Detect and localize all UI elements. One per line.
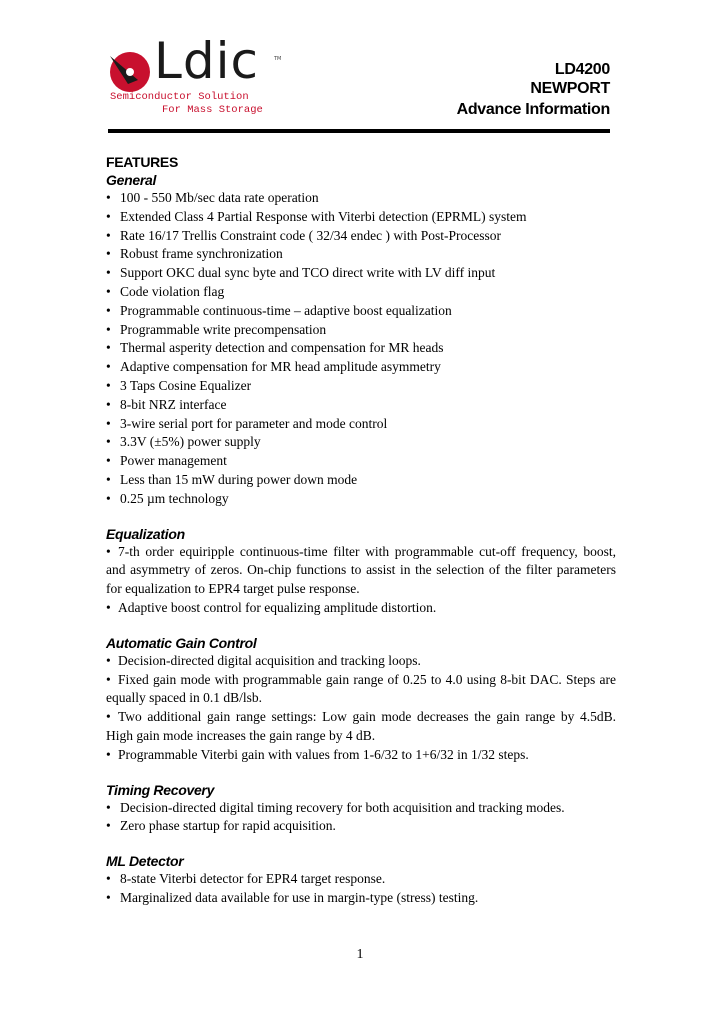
logo-wordmark: Ldic	[154, 32, 259, 90]
list-item: • Thermal asperity detection and compensation for MR heads	[106, 339, 616, 358]
ml-feature-list	[106, 870, 616, 908]
logo-tagline-2: For Mass Storage	[162, 104, 263, 116]
section-title-equalization: Equalization	[106, 525, 185, 542]
list-item: • Programmable write precompensation	[106, 321, 616, 340]
document-body	[106, 154, 616, 908]
agc-text-2: • Fixed gain mode with programmable gain range of 0.25 to 4.0 using 8-bit DAC. Steps are equally spaced in 0.1 dB/lsb.	[106, 672, 616, 706]
equalization-text-1: • 7-th order equiripple continuous-time filter with programmable cut-off frequency, boost, and asymmetry of zeros. On-chip functions to assist in the selection of the filter parameters for equalization to EPR4 target pulse response.	[106, 544, 616, 597]
list-item: • Less than 15 mW during power down mode	[106, 471, 616, 490]
equalization-paragraph-2	[106, 599, 616, 618]
logo-trademark: TM	[274, 56, 282, 62]
section-title-timing: Timing Recovery	[106, 781, 215, 798]
logo-tagline-1: Semiconductor Solution	[110, 91, 249, 103]
company-logo	[108, 32, 298, 120]
list-item: • 3-wire serial port for parameter and mode control	[106, 415, 616, 434]
list-item: • Marginalized data available for use in margin-type (stress) testing.	[106, 889, 616, 908]
list-item: • Adaptive compensation for MR head amplitude asymmetry	[106, 358, 616, 377]
list-item: • Rate 16/17 Trellis Constraint code ( 32/34 endec ) with Post-Processor	[106, 227, 616, 246]
list-item: • Power management	[106, 452, 616, 471]
section-title-ml-detector: ML Detector	[106, 853, 184, 870]
list-item: • 0.25 µm technology	[106, 490, 616, 509]
list-item: • 3 Taps Cosine Equalizer	[106, 377, 616, 396]
part-number: LD4200	[554, 61, 610, 78]
page-number: 1	[356, 947, 364, 962]
code-name: NEWPORT	[530, 80, 610, 97]
section-title-agc: Automatic Gain Control	[106, 634, 257, 651]
header-divider	[108, 129, 610, 133]
features-heading: FEATURES	[106, 154, 179, 170]
agc-text-3: • Two additional gain range settings: Low gain mode decreases the gain range by 4.5dB. High gain mode increases the gain range by 4 dB.	[106, 709, 616, 743]
timing-feature-list	[106, 799, 616, 837]
general-feature-list	[106, 189, 616, 509]
list-item: • Extended Class 4 Partial Response with Viterbi detection (EPRML) system	[106, 208, 616, 227]
list-item: • Support OKC dual sync byte and TCO direct write with LV diff input	[106, 264, 616, 283]
list-item: • Decision-directed digital timing recovery for both acquisition and tracking modes.	[106, 799, 616, 818]
list-item: • 100 - 550 Mb/sec data rate operation	[106, 189, 616, 208]
agc-paragraph-3	[106, 708, 616, 746]
agc-paragraph-4	[106, 746, 616, 765]
equalization-text-2: • Adaptive boost control for equalizing amplitude distortion.	[106, 600, 436, 615]
list-item: • Robust frame synchronization	[106, 245, 616, 264]
list-item: • Zero phase startup for rapid acquisition.	[106, 817, 616, 836]
logo-disc-icon	[108, 50, 152, 94]
list-item: • 3.3V (±5%) power supply	[106, 433, 616, 452]
list-item: • Programmable continuous-time – adaptive boost equalization	[106, 302, 616, 321]
agc-paragraph-2	[106, 671, 616, 709]
equalization-paragraph-1	[106, 543, 616, 599]
list-item: • 8-state Viterbi detector for EPR4 target response.	[106, 870, 616, 889]
agc-text-4: • Programmable Viterbi gain with values from 1-6/32 to 1+6/32 in 1/32 steps.	[106, 747, 529, 762]
list-item: • Code violation flag	[106, 283, 616, 302]
section-title-general: General	[106, 172, 157, 188]
document-status: Advance Information	[456, 101, 610, 118]
agc-text-1: • Decision-directed digital acquisition and tracking loops.	[106, 653, 421, 668]
list-item: • 8-bit NRZ interface	[106, 396, 616, 415]
agc-paragraph-1	[106, 652, 616, 671]
